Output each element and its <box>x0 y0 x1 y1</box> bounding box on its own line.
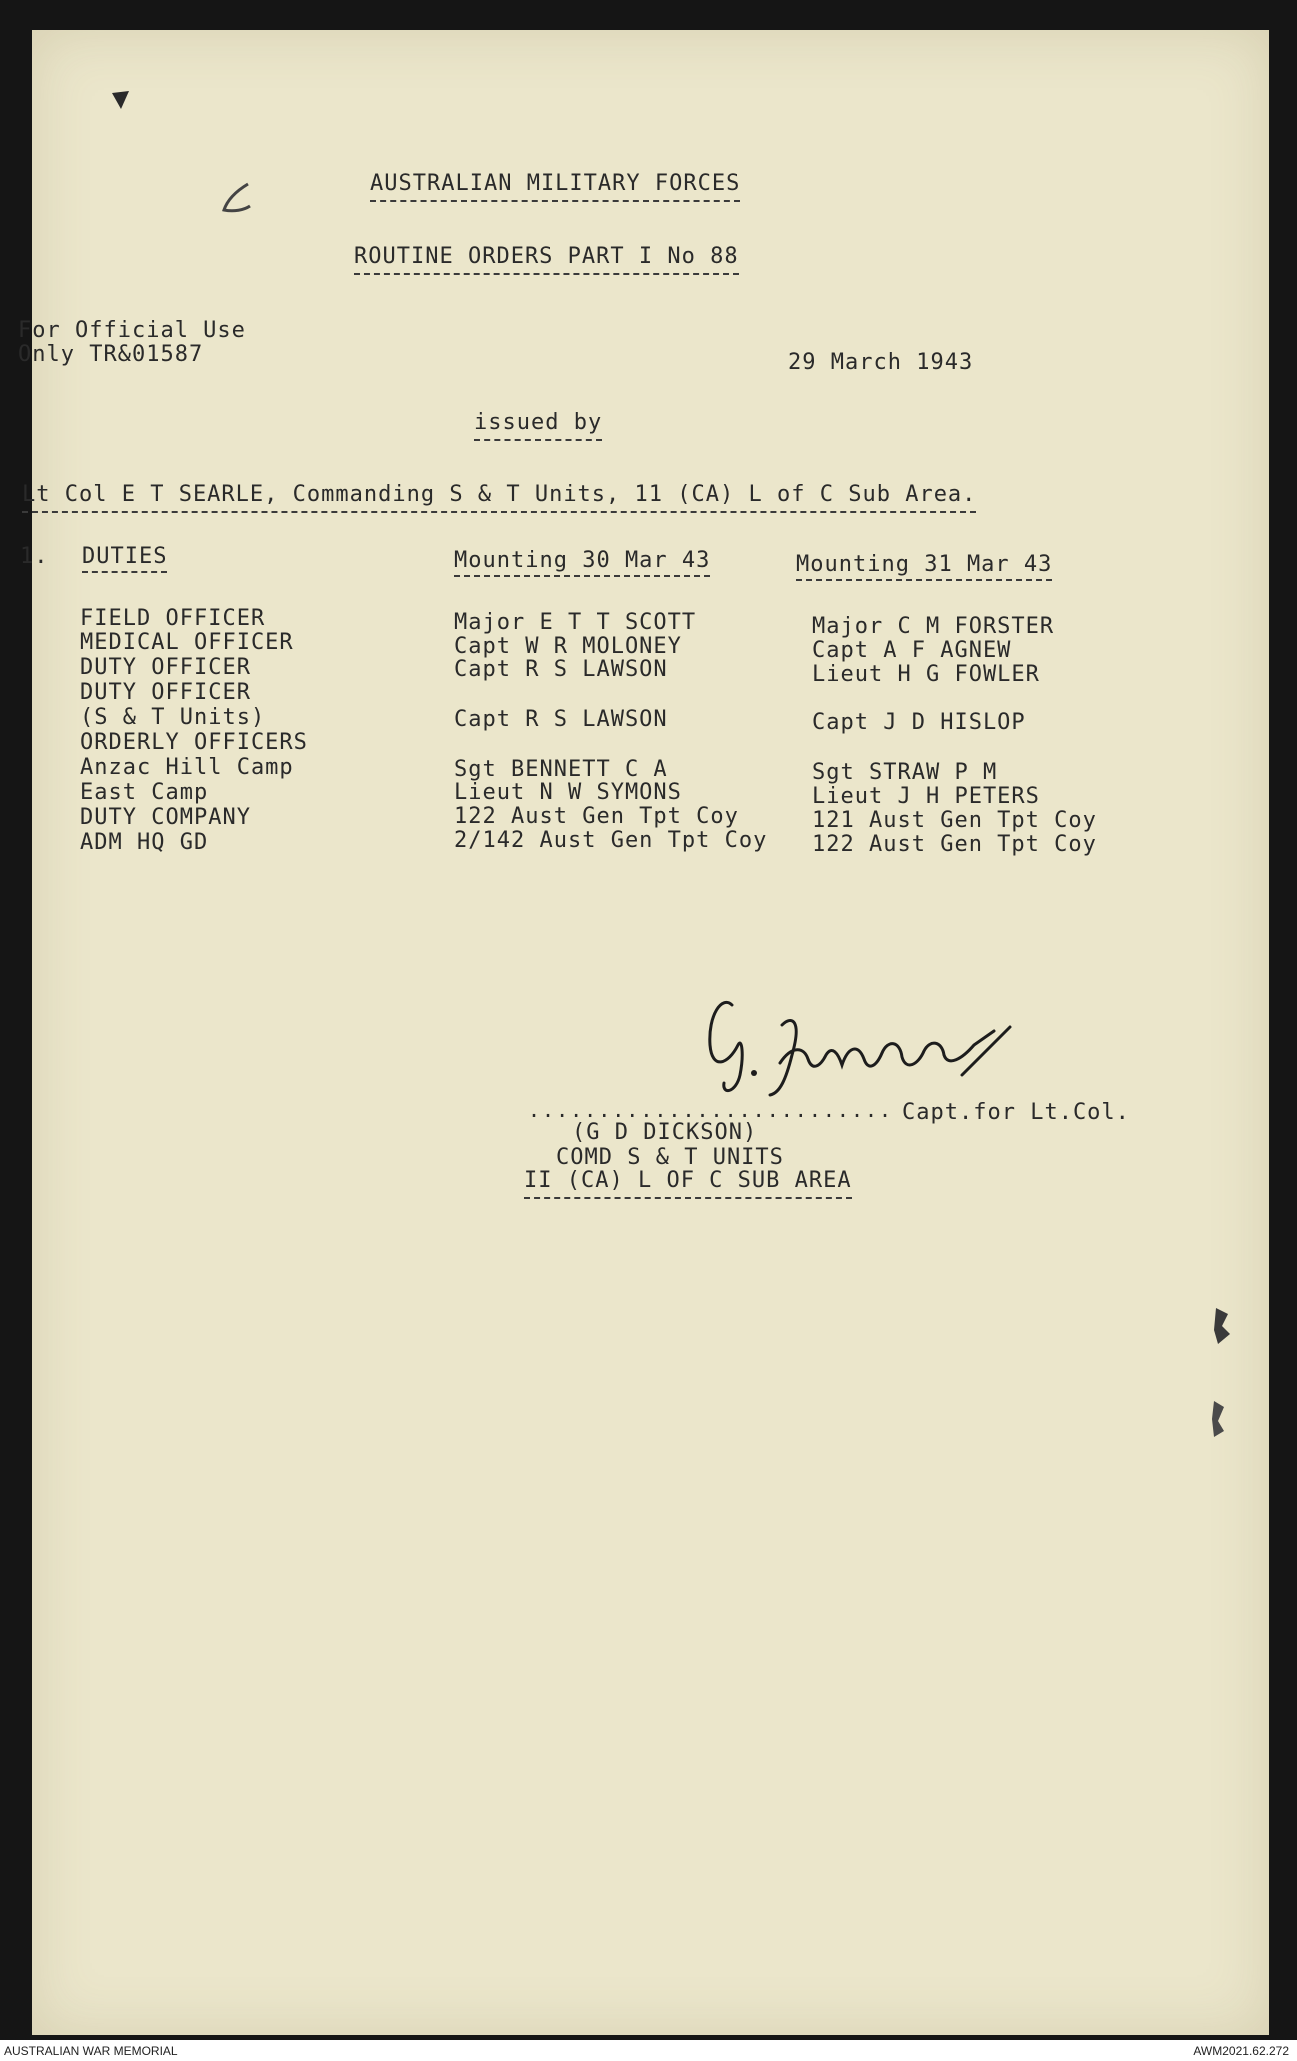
mounting-31-value: 122 Aust Gen Tpt Coy <box>812 832 1097 857</box>
mounting-30-value: Major E T T SCOTT <box>454 610 697 635</box>
classification-line-1: For Official Use <box>18 318 246 343</box>
mounting-31-value: Lieut J H PETERS <box>812 784 1040 809</box>
staple-mark <box>1202 1300 1242 1360</box>
mounting-31-value: Capt J D HISLOP <box>812 710 1026 735</box>
duty-label: DUTY COMPANY <box>80 805 251 830</box>
mounting-31-value: 121 Aust Gen Tpt Coy <box>812 808 1097 833</box>
issuer-line: Lt Col E T SEARLE, Commanding S & T Units, 11 (CA) L of C Sub Area. <box>22 482 976 513</box>
section-number: 1. <box>20 544 49 569</box>
signatory-title: COMD S & T UNITS <box>556 1145 784 1170</box>
duty-label: East Camp <box>80 780 209 805</box>
duty-label: Anzac Hill Camp <box>80 755 294 780</box>
paper-tear-mark <box>220 180 260 220</box>
mounting-31-value: Sgt STRAW P M <box>812 760 998 785</box>
document-date: 29 March 1943 <box>788 350 974 375</box>
duty-label: ORDERLY OFFICERS <box>80 730 308 755</box>
mounting-30-value: Capt R S LAWSON <box>454 657 668 682</box>
mounting-30-value: Capt W R MOLONEY <box>454 634 682 659</box>
footer-reference-number: AWM2021.62.272 <box>1193 2044 1289 2058</box>
mounting-30-value: Capt R S LAWSON <box>454 707 668 732</box>
column-header-mounting-31-mar: Mounting 31 Mar 43 <box>796 552 1052 581</box>
mounting-30-value: 122 Aust Gen Tpt Coy <box>454 804 739 829</box>
mounting-31-value: Lieut H G FOWLER <box>812 662 1040 687</box>
footer-archive-name: AUSTRALIAN WAR MEMORIAL <box>4 2044 178 2058</box>
document-page <box>18 30 1269 2035</box>
duty-label: MEDICAL OFFICER <box>80 630 294 655</box>
signatory-name: (G D DICKSON) <box>572 1120 758 1145</box>
mounting-30-value: 2/142 Aust Gen Tpt Coy <box>454 828 768 853</box>
heading-military-forces: AUSTRALIAN MILITARY FORCES <box>370 171 740 202</box>
column-header-duties: DUTIES <box>82 544 167 573</box>
mounting-31-value: Capt A F AGNEW <box>812 638 1012 663</box>
mounting-31-value: Major C M FORSTER <box>812 614 1055 639</box>
mounting-30-value: Lieut N W SYMONS <box>454 780 682 805</box>
mounting-30-value: Sgt BENNETT C A <box>454 757 668 782</box>
duty-label: DUTY OFFICER <box>80 655 251 680</box>
duty-label: ADM HQ GD <box>80 830 209 855</box>
signature-rank-line: Capt.for Lt.Col. <box>902 1100 1130 1125</box>
handwritten-signature <box>662 975 1042 1105</box>
issued-by-label: issued by <box>474 410 602 441</box>
duty-label: FIELD OFFICER <box>80 606 266 631</box>
column-header-mounting-30-mar: Mounting 30 Mar 43 <box>454 548 710 577</box>
duty-label: (S & T Units) <box>80 705 266 730</box>
signatory-unit: II (CA) L OF C SUB AREA <box>524 1168 852 1199</box>
classification-line-2: Only TR&01587 <box>18 342 204 367</box>
heading-routine-orders: ROUTINE ORDERS PART I No 88 <box>354 244 739 275</box>
signature-dotted-line: .......................... <box>528 1098 894 1122</box>
duty-label: DUTY OFFICER <box>80 680 251 705</box>
staple-mark <box>1204 1395 1234 1445</box>
punch-hole-mark <box>107 85 137 115</box>
